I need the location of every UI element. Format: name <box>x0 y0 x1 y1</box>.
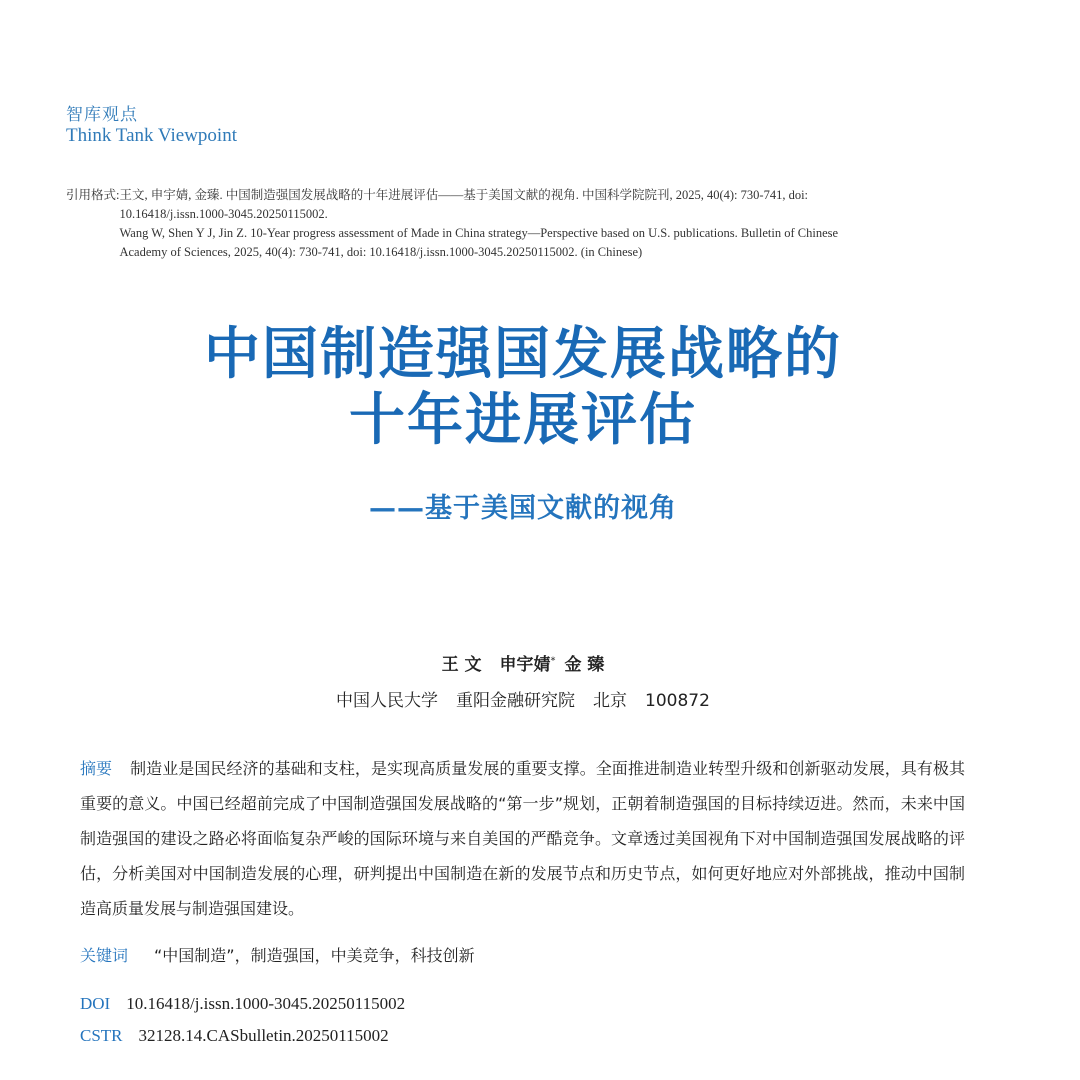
affiliation-postcode: 100872 <box>645 691 710 711</box>
citation-en-line2: Academy of Sciences, 2025, 40(4): 730-741, doi: 10.16418/j.issn.1000-3045.20250115002. (in Chinese) <box>119 245 643 259</box>
affiliation-university: 中国人民大学 <box>336 691 439 711</box>
abstract-label: 摘要 <box>80 759 113 778</box>
citation-en-line1: Wang W, Shen Y J, Jin Z. 10-Year progress assessment of Made in China strategy—Perspective based on U.S. publications. Bulletin of Chinese <box>119 226 839 240</box>
paper-subtitle: ——基于美国文献的视角 <box>369 493 677 524</box>
affiliation <box>0 686 1046 711</box>
abstract-text: 制造业是国民经济的基础和支柱，是实现高质量发展的重要支撑。全面推进制造业转型升级和创新驱动发展，具有极其重要的意义。中国已经超前完成了中国制造强国发展战略的“第一步”规划，正朝着制造强国的目标持续迈进。然而，未来中国制造强国的建设之路必将面临复杂严峻的国际环境与来自美国的严酷竞争。文章透过美国视角下对中国制造强国发展战略的评估，分析美国对中国制造发展的心理，研判提出中国制造在新的发展节点和历史节点，如何更好地应对外部挑战，推动中国制造高质量发展与制造强国建设。 <box>80 759 965 918</box>
abstract <box>80 751 965 926</box>
section-label-en: Think Tank Viewpoint <box>66 125 237 146</box>
citation-label: 引用格式: <box>66 188 120 202</box>
cstr-label: CSTR <box>80 1026 123 1045</box>
author-1: 王 文 <box>441 655 482 675</box>
keywords <box>80 943 475 966</box>
author-list <box>0 650 1046 675</box>
paper-title-line2: 十年进展评估 <box>349 388 697 453</box>
keywords-text: “中国制造”，制造强国，中美竞争，科技创新 <box>154 946 475 965</box>
doi-label: DOI <box>80 994 111 1013</box>
section-label-cn: 智库观点 <box>66 105 138 125</box>
author-3: 金 臻 <box>564 655 605 675</box>
citation-cn-line1: 王文, 申宇婧, 金臻. 中国制造强国发展战略的十年进展评估——基于美国文献的视角. 中国科学院院刊, 2025, 40(4): 730-741, doi: <box>119 188 809 202</box>
affiliation-city: 北京 <box>593 691 628 711</box>
doi-line <box>80 994 405 1014</box>
keywords-label: 关键词 <box>80 946 129 965</box>
affiliation-institute: 重阳金融研究院 <box>456 691 576 711</box>
cstr-value: 32128.14.CASbulletin.20250115002 <box>138 1026 389 1045</box>
paper-title-line1: 中国制造强国发展战略的 <box>204 322 842 387</box>
author-2: 申宇婧 <box>499 655 551 675</box>
corresponding-author-mark: * <box>550 655 556 667</box>
doi-value: 10.16418/j.issn.1000-3045.20250115002 <box>126 994 406 1013</box>
cstr-line <box>80 1026 389 1046</box>
citation-block <box>66 186 986 262</box>
paper-title <box>0 322 1046 454</box>
citation-cn-line2: 10.16418/j.issn.1000-3045.20250115002. <box>119 207 328 221</box>
